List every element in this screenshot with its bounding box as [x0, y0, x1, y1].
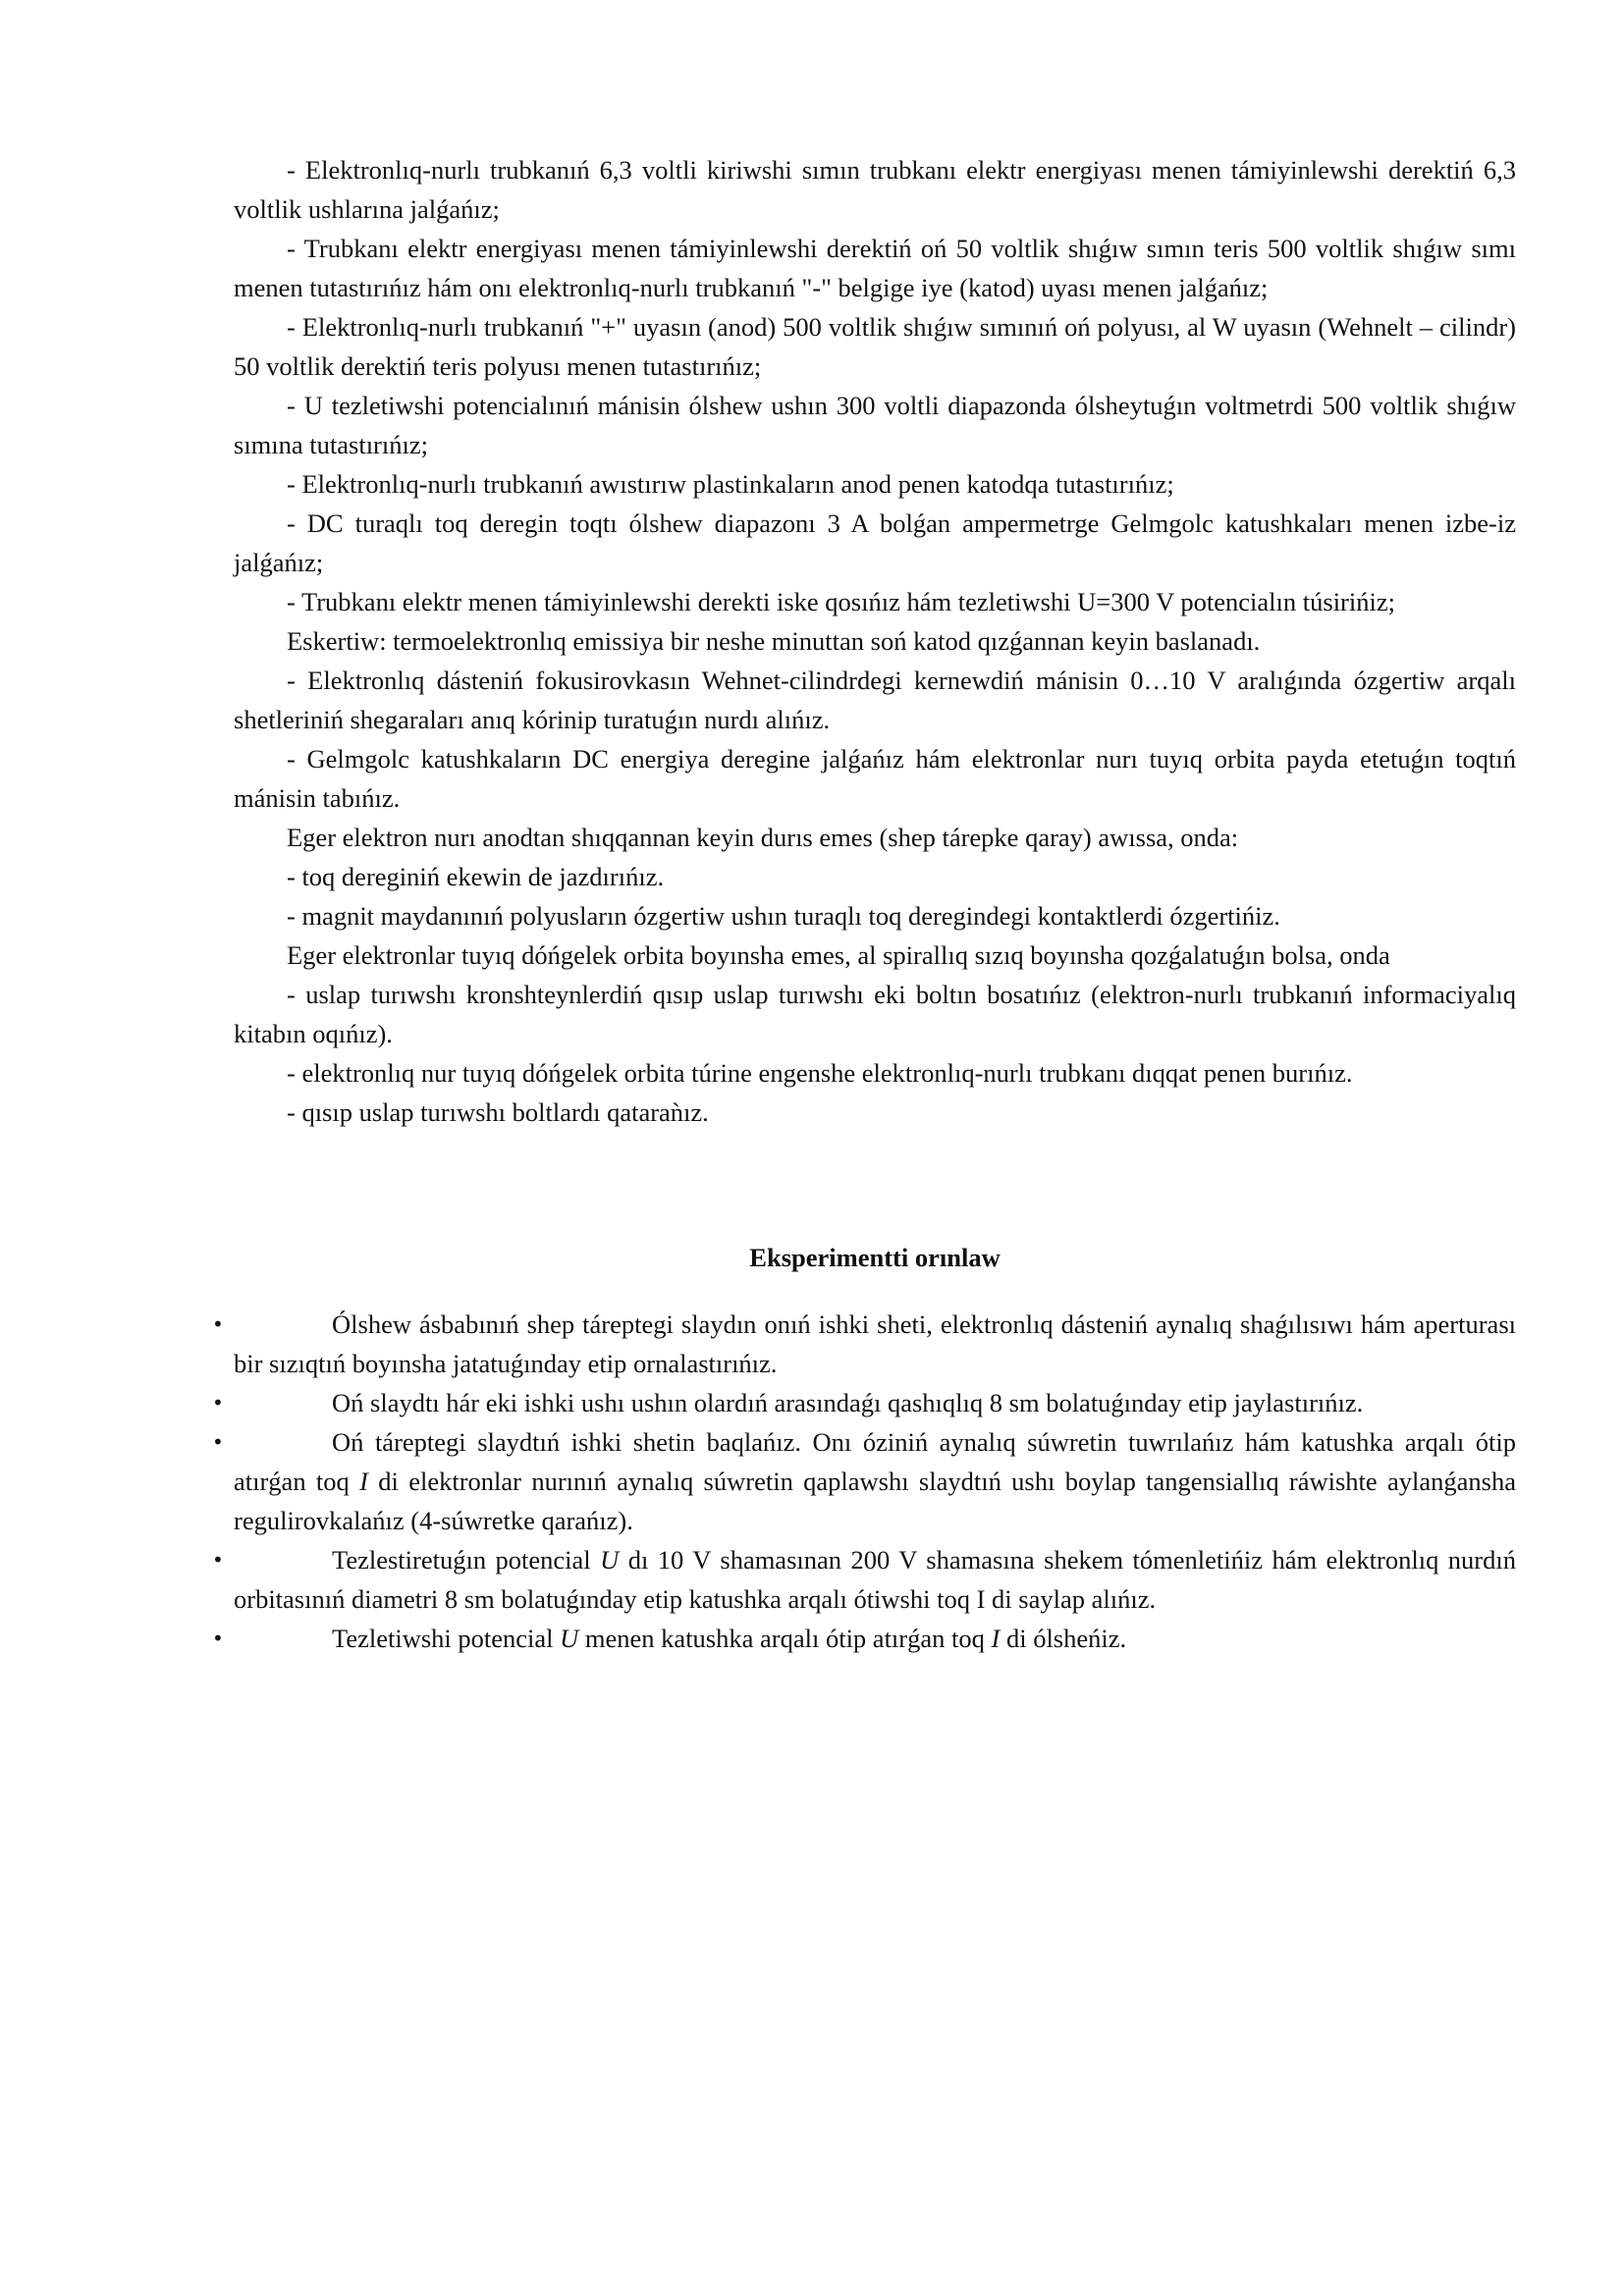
document-page	[212, 150, 1516, 1658]
step-item	[212, 1540, 1516, 1619]
instruction-paragraph: - Gelmgolc katushkaların DC energiya deregine jalǵańız hám elektronlar nurı tuyıq orbita payda etetuǵın toqtıń mánisin tabıńız.	[234, 744, 1516, 813]
step-item	[212, 1422, 1516, 1540]
step-text: dı 10 V shamasınan 200 V shamasına shekem tómenletińiz hám elektronlıq nurdıń orbitasınıń diametri 8 sm bolatuǵınday etip katushka arqalı ótiwshi toq I di saylap alıńız.	[234, 1545, 1516, 1614]
step-text: Tezletiwshi potencial	[332, 1624, 561, 1653]
step-variable: U	[560, 1624, 579, 1653]
bullet-icon: •	[212, 1548, 224, 1572]
step-text: Oń táreptegi slaydtıń ishki shetin baqlańız. Onı óziniń aynalıq súwretin tuwrılańız hám katushka arqalı ótip atırǵan toq	[234, 1427, 1516, 1496]
instruction-paragraph: - Elektronlıq dásteniń fokusirovkasın Wehnet-cilindrdegi kernewdiń mánisin 0…10 V aralıǵında ózgertiw arqalı shetleriniń shegaraları anıq kórinip turatuǵın nurdı alıńız.	[234, 666, 1516, 734]
instruction-paragraph: - Elektronlıq-nurlı trubkanıń 6,3 voltli kiriwshi sımın trubkanı elektr energiyası menen támiyinlewshi derektiń 6,3 voltlik ushlarına jalǵańız;	[234, 155, 1516, 224]
step-variable: I	[991, 1624, 1001, 1653]
instruction-paragraph: Eger elektron nurı anodtan shıqqannan keyin durıs emes (shep tárepke qaray) awıssa, onda:	[287, 823, 1239, 852]
step-text: menen katushka arqalı ótip atırǵan toq	[578, 1624, 992, 1653]
instruction-paragraph: - U tezletiwshi potencialınıń mánisin ólshew ushın 300 voltli diapazonda ólsheytuǵın voltmetrdi 500 voltlik shıǵıw sımına tutastırıńız;	[234, 391, 1516, 459]
step-text: Ólshew ásbabınıń shep táreptegi slaydın onıń ishki sheti, elektronlıq dásteniń aynalıq shaǵılısıwı hám aperturası bir sızıqtıń boyınsha jatatuǵınday etip ornalastırıńız.	[234, 1309, 1516, 1378]
experiment-steps	[212, 1305, 1516, 1658]
instruction-paragraph: - uslap turıwshı kronshteynlerdiń qısıp uslap turıwshı eki boltın bosatıńız (elektron-nurlı trubkanıń informaciyalıq kitabın oqıńız).	[234, 980, 1516, 1048]
instruction-paragraph: - magnit maydanınıń polyusların ózgertiw ushın turaqlı toq deregindegi kontaktlerdi ózgertińiz.	[287, 901, 1280, 931]
step-item	[212, 1383, 1516, 1422]
instruction-paragraph: - Elektronlıq-nurlı trubkanıń "+" uyasın (anod) 500 voltlik shıǵıw sımınıń oń polyusı, al W uyasın (Wehnelt – cilindr) 50 voltlik derektiń teris polyusı menen tutastırıńız;	[234, 312, 1516, 381]
instruction-paragraph: - qısıp uslap turıwshı boltlardı qataraǹız.	[287, 1097, 709, 1127]
instruction-paragraph: - Elektronlıq-nurlı trubkanıń awıstırıw plastinkaların anod penen katodqa tutastırıńız;	[287, 469, 1174, 499]
step-text: Oń slaydtı hár eki ishki ushı ushın olardıń arasındaǵı qashıqlıq 8 sm bolatuǵınday etip jaylastırıńız.	[332, 1388, 1364, 1417]
step-text: di elektronlar nurınıń aynalıq súwretin qaplawshı slaydtıń ushı boylap tangensiallıq ráwishte aylanǵansha regulirovkalańız (4-súwretke qarańız).	[234, 1467, 1516, 1535]
bullet-icon: •	[212, 1391, 224, 1415]
instruction-paragraph: Eskertiw: termoelektronlıq emissiya bir neshe minuttan soń katod qızǵannan keyin baslanadı.	[287, 626, 1261, 656]
instruction-paragraph: - Trubkanı elektr menen támiyinlewshi derekti iske qosıńız hám tezletiwshi U=300 V potencialın túsirińiz;	[287, 587, 1395, 616]
bullet-icon: •	[212, 1430, 224, 1454]
step-item	[212, 1305, 1516, 1383]
instruction-paragraph: - DC turaqlı toq deregin toqtı ólshew diapazonı 3 A bolǵan ampermetrge Gelmgolc katushkaları menen izbe-iz jalǵańız;	[234, 508, 1516, 577]
step-text: di ólsheńiz.	[1000, 1624, 1127, 1653]
section-title: Eksperimentti orınlaw	[749, 1243, 1001, 1272]
step-variable: I	[359, 1467, 368, 1496]
step-text: Tezlestiretuǵın potencial	[332, 1545, 601, 1575]
step-variable: U	[600, 1545, 620, 1575]
bullet-icon: •	[212, 1312, 224, 1336]
instruction-paragraph: - toq dereginiń ekewin de jazdırıńız.	[287, 862, 665, 891]
step-item	[212, 1619, 1516, 1658]
instruction-paragraph: - Trubkanı elektr energiyası menen támiyinlewshi derektiń oń 50 voltlik shıǵıw sımın teris 500 voltlik shıǵıw sımı menen tutastırıńız hám onı elektronlıq-nurlı trubkanıń "-" belgige iye (katod) uyası menen jalǵańız;	[234, 234, 1516, 302]
instruction-paragraph: Eger elektronlar tuyıq dóńgelek orbita boyınsha emes, al spirallıq sızıq boyınsha qozǵalatuǵın bolsa, onda	[287, 940, 1390, 970]
instruction-paragraph: - elektronlıq nur tuyıq dóńgelek orbita túrine engenshe elektronlıq-nurlı trubkanı dıqqat penen burıńız.	[287, 1058, 1353, 1088]
setup-instructions	[234, 150, 1516, 1132]
bullet-icon: •	[212, 1627, 224, 1650]
